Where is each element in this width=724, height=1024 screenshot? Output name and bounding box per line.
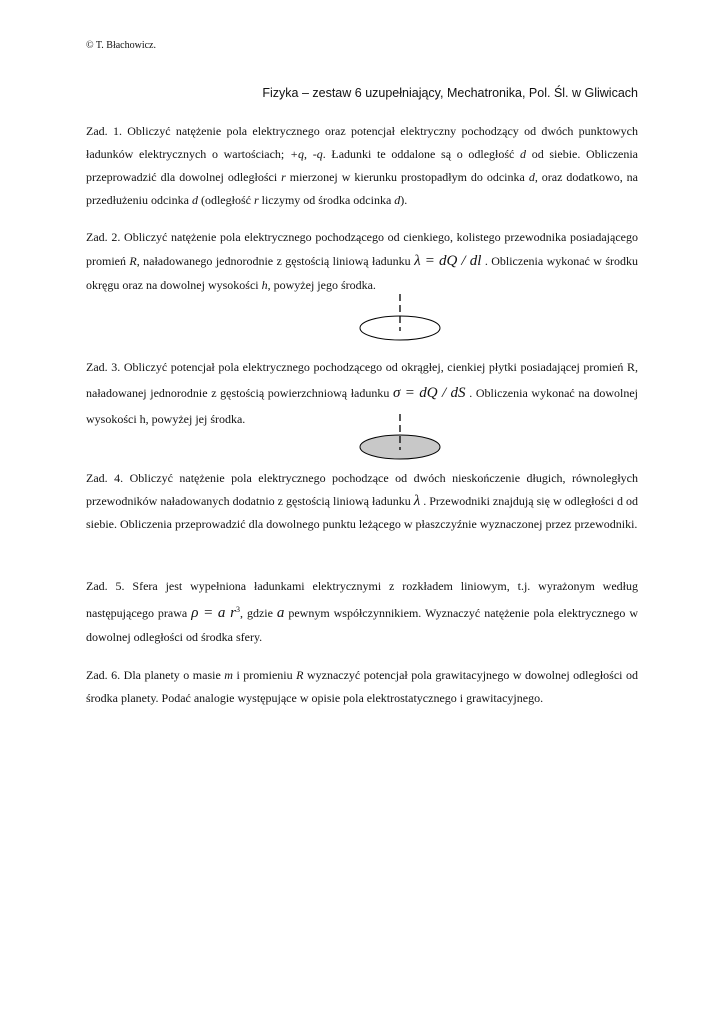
p6-text-3: wyznaczyć potencjał pola grawitacyjnego w dowolnej odległości od środka planety. Podać analogie występujące w opisie pola elektrostatycznego i grawitacyjnego. [86, 668, 638, 705]
p2-text-1: Zad. 2. Obliczyć natężenie pola elektrycznego pochodzącego od cienkiego, kolistego przewodnika posiadającego promień [86, 230, 638, 268]
document-header: Fizyka – zestaw 6 uzupełniający, Mechatronika, Pol. Śl. w Gliwicach [262, 86, 638, 100]
p1-text-2: . Ładunki te oddalone są o odległość [322, 147, 521, 161]
p2-R: R [129, 254, 137, 268]
p2-formula: λ = dQ / dl [414, 253, 482, 269]
p5-a: a [276, 605, 285, 621]
p2-h: h [261, 278, 268, 292]
problem-2 [86, 225, 638, 297]
p1-d: d [394, 193, 401, 207]
p1-d: d [191, 193, 198, 207]
p1-text-1: Zad. 1. Obliczyć natężenie pola elektrycznego oraz potencjał elektryczny pochodzący od dwóch punktowych ładunków elektrycznych o wartościach; [86, 124, 638, 161]
p3-formula: σ = dQ / dS [393, 385, 466, 401]
p1-text-4: mierzonej w kierunku prostopadłym do odcinka [285, 170, 529, 184]
p6-R: R [296, 668, 304, 682]
p1-d: d [520, 147, 527, 161]
p1-text-7: liczymy od środka odcinka [258, 193, 395, 207]
p2-text-2: , naładowanego jednorodnie z gęstością liniową ładunku [136, 254, 415, 268]
p6-text-1: Zad. 6. Dla planety o masie [86, 668, 225, 682]
problem-4 [86, 467, 638, 536]
p1-q-plus: +q [289, 147, 305, 161]
p1-q-minus: -q [312, 147, 323, 161]
p2-text-3: . Obliczenia wykonać w środku okręgu oraz na dowolnej wysokości [86, 254, 638, 292]
p2-text-4: , powyżej jego środka. [267, 278, 376, 292]
p5-text-1: Zad. 5. Sfera jest wypełniona ładunkami elektrycznymi z rozkładem liniowym, t.j. wyrażonym według następującego prawa [86, 579, 638, 620]
p5-formula: ρ = a r [191, 605, 236, 621]
p1-d: d [528, 170, 535, 184]
p4-lambda: λ [413, 493, 421, 509]
p5-text-2: , gdzie [239, 606, 277, 620]
p1-text-6: (odległość [197, 193, 254, 207]
copyright: © T. Błachowicz. [86, 40, 156, 51]
disk-figure [358, 414, 442, 462]
p1-r: r [253, 193, 259, 207]
problem-1 [86, 120, 638, 212]
p6-m: m [224, 668, 233, 682]
p1-text-5: , oraz dodatkowo, na przedłużeniu odcinka [86, 170, 638, 207]
p3-text-1: Zad. 3. Obliczyć potencjał pola elektrycznego pochodzącego od okrągłej, cienkiej płytki posiadającej promień R, naładowanej jednorodnie z gęstością powierzchniową ładunku [86, 360, 638, 400]
problem-6 [86, 664, 638, 710]
p1-text-8: ). [400, 193, 408, 207]
p4-text-2: . Przewodniki znajdują się w odległości d od siebie. Obliczenia przeprowadzić dla dowolnego punktu leżącego w płaszczyźnie wyznaczonej przez przewodniki. [86, 494, 638, 531]
p4-text-1: Zad. 4. Obliczyć natężenie pola elektrycznego pochodzące od dwóch nieskończenie długich, równoległych przewodników naładowanych dodatnio z gęstością liniową ładunku [86, 471, 638, 508]
p1-sep: , [304, 147, 313, 161]
ring-figure [358, 294, 442, 344]
problem-5 [86, 574, 638, 649]
p1-text-3: od siebie. Obliczenia przeprowadzić dla dowolnej odległości [86, 147, 639, 184]
p1-r: r [281, 170, 286, 184]
p6-text-2: i promieniu [232, 668, 297, 682]
p5-text-3: pewnym współczynnikiem. Wyznaczyć natężenie pola elektrycznego w dowolnej odległości od środka sfery. [86, 606, 638, 644]
p5-exponent: 3 [235, 605, 240, 614]
p3-text-2: . Obliczenia wykonać na dowolnej wysokości h, powyżej jej środka. [86, 386, 638, 426]
